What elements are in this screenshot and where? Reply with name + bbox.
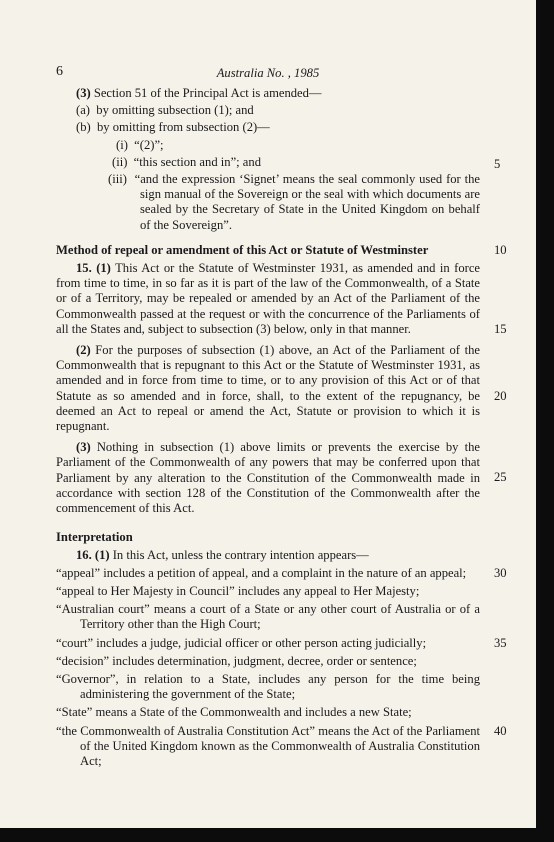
subsection-number: (1)	[96, 261, 111, 276]
page-header	[56, 62, 480, 84]
subsection-14-3	[56, 86, 501, 233]
section-15-1-text	[56, 261, 480, 337]
subparagraph-i: (i) “(2)”;	[116, 137, 164, 152]
line-number-30: 30	[494, 565, 507, 580]
page-content	[56, 62, 507, 769]
running-title: Australia No. , 1985	[216, 66, 320, 80]
definition-list	[56, 565, 507, 769]
definition-text: “the Commonwealth of Australia Constitution Act” means the Act of the Parliament of the United Kingdom known as the Commonwealth of Australia Constitution Act;	[56, 723, 480, 768]
definition-item	[56, 672, 480, 702]
subsection-number: (1)	[94, 548, 110, 563]
section-number: 15.	[76, 261, 92, 276]
scan-border-right	[536, 0, 554, 842]
definition-item	[56, 723, 507, 770]
subsection-text	[56, 86, 480, 101]
subsection-body: This Act or the Statute of Westminster 1931, as amended and in force from time to time, in so far as it is part of the law of the Commonwealth, of a State or of a Territory, may be repealed or amended by an Act of the Parliament of the Commonwealth passed at the request or with the concurrence of the Parliaments of all the States and, subject to subsection (3) below, only in that manner.	[56, 261, 480, 336]
section-15-heading	[56, 242, 507, 258]
definition-text: “Australian court” means a court of a State or any other court of Australia or of a Territory other than the High Court;	[56, 602, 480, 632]
scan-border-bottom	[0, 828, 554, 842]
section-heading-text: Method of repeal or amendment of this Act or Statute of Westminster	[56, 242, 429, 257]
section-number: 16.	[76, 548, 92, 563]
subsection-body: For the purposes of subsection (1) above, an Act of the Parliament of the Commonwealth that is repugnant to this Act or the Statute of Westminster 1931, as amended and in force from time to time, or to any provision of this Act or of that Statute as so amended and in force, shall, to the extent of the repugnancy, be deemed an Act to repeal or amend the Act, Statute or provision to which it is repugnant.	[56, 343, 480, 434]
definition-text: “State” means a State of the Commonwealth and includes a new State;	[56, 705, 412, 720]
line-number-40: 40	[494, 723, 507, 738]
definition-item	[56, 635, 507, 651]
section-15-2-text	[56, 343, 480, 434]
definition-text: “Governor”, in relation to a State, includes any person for the time being administering the government of the State;	[56, 671, 480, 702]
paragraph-b: (b) by omitting from subsection (2)—	[76, 120, 270, 135]
line-number-25: 25	[494, 470, 507, 485]
definition-text: “appeal to Her Majesty in Council” includes any appeal to Her Majesty;	[56, 583, 420, 598]
paragraph-a: (a) by omitting subsection (1); and	[76, 103, 254, 118]
subsection-number: (2)	[76, 343, 91, 358]
definition-text: “court” includes a judge, judicial officer or other person acting judicially;	[56, 635, 427, 650]
subsection-number: (3)	[76, 440, 91, 455]
definition-item	[56, 565, 507, 581]
subparagraph-ii: (ii) “this section and in”; and	[112, 154, 261, 169]
section-15-2	[56, 343, 507, 434]
definition-item	[56, 584, 480, 599]
definition-text: “appeal” includes a petition of appeal, and a complaint in the nature of an appeal;	[56, 565, 467, 580]
subparagraph-iii: (iii) “and the expression ‘Signet’ means the seal commonly used for the sign manual of the Sovereign or the seal with which documents are sealed by the Secretary of State in the United Kingdom on behalf of the Sovereign”.	[108, 172, 480, 232]
line-number-5: 5	[494, 157, 501, 172]
definition-text: “decision” includes determination, judgment, decree, order or sentence;	[56, 653, 417, 668]
section-16-1-text	[56, 548, 480, 563]
definition-item	[56, 654, 480, 669]
section-15-3	[56, 440, 507, 516]
definition-item	[56, 602, 480, 632]
line-number-10: 10	[494, 242, 507, 257]
line-number-35: 35	[494, 635, 507, 650]
line-number-20: 20	[494, 389, 507, 404]
section-15-3-text	[56, 440, 480, 516]
subsection-body: Section 51 of the Principal Act is amended—	[90, 86, 322, 100]
subsection-body: In this Act, unless the contrary intention appears—	[109, 548, 369, 563]
subsection-number: (3)	[76, 86, 91, 100]
section-15-1	[56, 261, 507, 337]
page-number: 6	[56, 64, 63, 79]
section-16-heading: Interpretation	[56, 530, 133, 545]
definition-item	[56, 705, 480, 720]
line-number-15: 15	[494, 322, 507, 337]
subsection-body: Nothing in subsection (1) above limits or prevents the exercise by the Parliament of the Commonwealth of any powers that may be conferred upon that Parliament by any alteration to the Constitution of the Commonwealth made in accordance with section 128 of the Constitution of the Commonwealth after the commencement of this Act.	[56, 440, 480, 516]
